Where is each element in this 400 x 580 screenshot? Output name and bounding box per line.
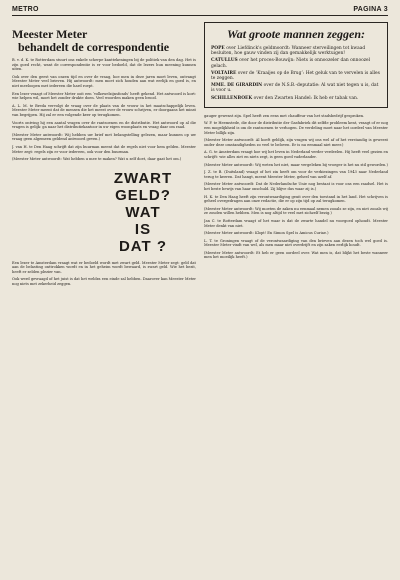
quote-author: CATULLUS bbox=[211, 58, 238, 64]
article-paragraph: (Meester Meter antwoordt: Wij moeten de zaken nu eenmaal nemen zooals ze zijn, en niet zooals wij ze zouden willen hebben. Men is nog altijd te veel met zichzelf bezig.) bbox=[204, 206, 388, 216]
headline-line-2: behandelt de correspondentie bbox=[18, 40, 170, 54]
quote-entry bbox=[211, 71, 381, 81]
quote-text: over het proces-Bouwijn: Niets is onnoozeler dan onnoozel gelach. bbox=[211, 58, 371, 69]
quote-author: SCHILLENBOEK bbox=[211, 95, 253, 101]
article-paragraph: (Meester Meter antwoordt: Et heb er geen oordeel over. Wat men is, dat blijkt het beste wanneer men het moeilijk heeft.) bbox=[204, 250, 388, 260]
article-paragraph: A. G. te Amsterdam vraagt hoe wij het leven in Nederland verder verdeelen. Hij heeft veel gezien en schrijft: wie alles ziet en niets zegt, is geen goed vaderlander. bbox=[204, 150, 388, 159]
article-paragraph: A. L. M. te Breda vervolgt de vraag over de plaats van de vrouw in het maatschappelijk leven. Meester Meter meent dat de mensen die het meest over de vrouw schrijven, er doorgaans het minst van begrijpen. Hij zal er een volgende keer op terugkomen. bbox=[12, 103, 196, 117]
quote-author: POPE bbox=[211, 46, 225, 51]
headline-line-1: Meester Meter bbox=[12, 27, 88, 41]
article-paragraph: B. v. d. K. te Rotterdam stuurt ons enkele scherpe kanttekeningen bij de politiek van den dag. Het is zijn goed recht, want de correspondentie is er voor bedoeld, dat de lezers hun meening kunnen uiten. bbox=[12, 58, 196, 72]
ad-line: DAT ? bbox=[118, 237, 168, 255]
quote-entry bbox=[211, 46, 381, 56]
running-header bbox=[12, 6, 388, 16]
article-paragraph: (Meester Meter antwoordt: Klopt! En Simon Spel is Amicus Curiae.) bbox=[204, 231, 329, 236]
article-paragraph: gauger gewenst zijn. Spel heeft zen eens met chauffeur van het stadsbedrijf gesproken. bbox=[204, 113, 365, 118]
quote-text: over den Zwarten Handel: Ik heb er tabak van. bbox=[253, 95, 359, 101]
article-paragraph: Voorts ontving hij een aantal vragen over de rantsoenen en de distributie. Het antwoord op al die vragen is gelijk: ga naar het distributiekantoor in uw eigen woonplaats en vraag daar om raad. bbox=[12, 120, 196, 130]
columns bbox=[12, 22, 388, 578]
ad-line: GELD? bbox=[115, 186, 171, 204]
ad-line: WAT bbox=[125, 203, 161, 221]
left-column bbox=[12, 22, 196, 578]
quote-text: over de N.S.B.-deputatie: Al wat niet tegen u is, dat is voor u. bbox=[211, 83, 379, 94]
article-paragraph: (Meester Meter antwoordt: Al hoeft geblijk, zijn vragen wij ons wel af of het verstandig is geweest onder deze omstandigheden zo veel te beloven. Er is nu eenmaal niet meer.) bbox=[204, 138, 388, 147]
quote-entry bbox=[211, 96, 381, 101]
article-paragraph: J. van H. te Den Haag schrijft dat zijn buurman meent dat de regels niet voor hem gelden. Meester Meter zegt: regels zijn er voor iedereen, ook voor den buurman. bbox=[12, 144, 196, 154]
article-paragraph: Jan C. te Rotterdam vraagt of het waar is dat de zwarte handel nu voorgoed ophoudt. Meester Meter denkt van niet. bbox=[204, 218, 388, 228]
quotes-box-title: Wat groote mannen zeggen: bbox=[226, 27, 366, 41]
article-headline bbox=[12, 28, 196, 54]
article-paragraph: Ook werd gevraagd of het juist is dat het weldra een einde zal hebben. Daarover kan Meester Meter nog niets met zekerheid zeggen. bbox=[12, 277, 196, 287]
article-continuation bbox=[12, 261, 196, 287]
article-paragraph: L. T. te Groningen vraagt of de verontwaardiging van den brieven aan dezen toch wel goed is. Meester Meter vindt van wel, als men maar niet overdrijft en zijn zaken eerlijk houdt. bbox=[204, 238, 388, 248]
article-paragraph: (Meester Meter antwoordt: Dat de Nederlandsche Unie nog bestaat is voor ons een raadsel. Het is het beste bewijs van haar onschuld. Zij blijve dus waar zij is.) bbox=[204, 182, 388, 191]
article-paragraph: (Meester Meter antwoordt: Wij hebben uw brief met belangstelling gelezen, maar kunnen op uw vraag geen algemeen geldend antwoord geven.) bbox=[12, 132, 196, 142]
article-paragraph: (Meester Meter antwoordt: Wij weten het niet, maar vergeleken bij vroeger is het nu stil geworden.) bbox=[204, 162, 388, 167]
article-paragraph: (Meester Meter antwoordt: Wat hebben u mee te maken? Wat u zelf doet, daar gaat het om.) bbox=[12, 157, 182, 162]
article-paragraph: J. Z. te B. (Duitsland) vraagt of het zin heeft om voor de verkiezingen van 1943 naar Nederland terug te keeren. Dat hangt, meent Meester Meter, geheel van uzelf af. bbox=[204, 170, 388, 179]
article-paragraph: W. F. te Heemstede, die door de distributie der Gasfabriek dit zelfde probleem kent, vraagt of er nog een mogelijkheid is om de rantsoenen te verhogen. De verdeling moet naar het oordeel van Meester Meter billijk zijn. bbox=[204, 121, 388, 135]
publication-name: METRO bbox=[12, 6, 39, 13]
quote-author: VOLTAIRE bbox=[211, 70, 237, 76]
zwart-geld-ad bbox=[12, 170, 196, 255]
quote-entry bbox=[211, 58, 381, 68]
quote-text: over de ‘Kraaijes op de Brug’: Het geluk van te vervelen is alles te zeggen. bbox=[211, 70, 380, 82]
article-paragraph: Ook over den geest van onzen tijd en over de vraag, hoe men in deze jaren moet leven, ontvangt Meester Meter veel brieven. Hij antwoordt: men moet zich houden aan wat eerlijk en goed is, en niet meeloopen met iedereen die hard roept. bbox=[12, 74, 196, 88]
article-paragraph: Een lezer vraagt of Meester Meter ooit een ‘volkswelzijnsfonds’ heeft gekend. Het antwoord is kort: wie helpen wil, moet het zonder drukte doen. Veel woorden maken geen brood. bbox=[12, 91, 196, 101]
quote-author: MME. DE GIRARDIN bbox=[211, 83, 263, 89]
page-number: PAGINA 3 bbox=[353, 6, 388, 13]
quote-text: over Liefdinck's geldmoordt: Wanneer sterveilingen tot kwaad besluiten, hoe gauw vinden zij dan gemakkelijk werktuigen! bbox=[211, 46, 366, 57]
quote-entry bbox=[211, 83, 381, 93]
ad-line: IS bbox=[134, 220, 152, 238]
article-paragraph: Een lezer te Amsterdam vraagt wat er bedoeld wordt met zwart geld. Meester Meter zegt: geld dat aan de belasting onttrokken wordt en in het geheim wordt bewaard, is zwart geld. Wie het bezit, heeft er zelden plezier van. bbox=[12, 260, 196, 274]
right-column bbox=[204, 22, 388, 578]
article-paragraph: H. K. te Den Haag heeft zijn verontwaardiging geuit over den toestand in het land. Het schrijven is geheel overgedragen aan onze redactie, die er op zijn tijd op zal terugkomen. bbox=[204, 194, 388, 204]
ad-line: ZWART bbox=[113, 169, 173, 187]
ad-text bbox=[98, 170, 188, 255]
quotes-box bbox=[204, 22, 388, 108]
